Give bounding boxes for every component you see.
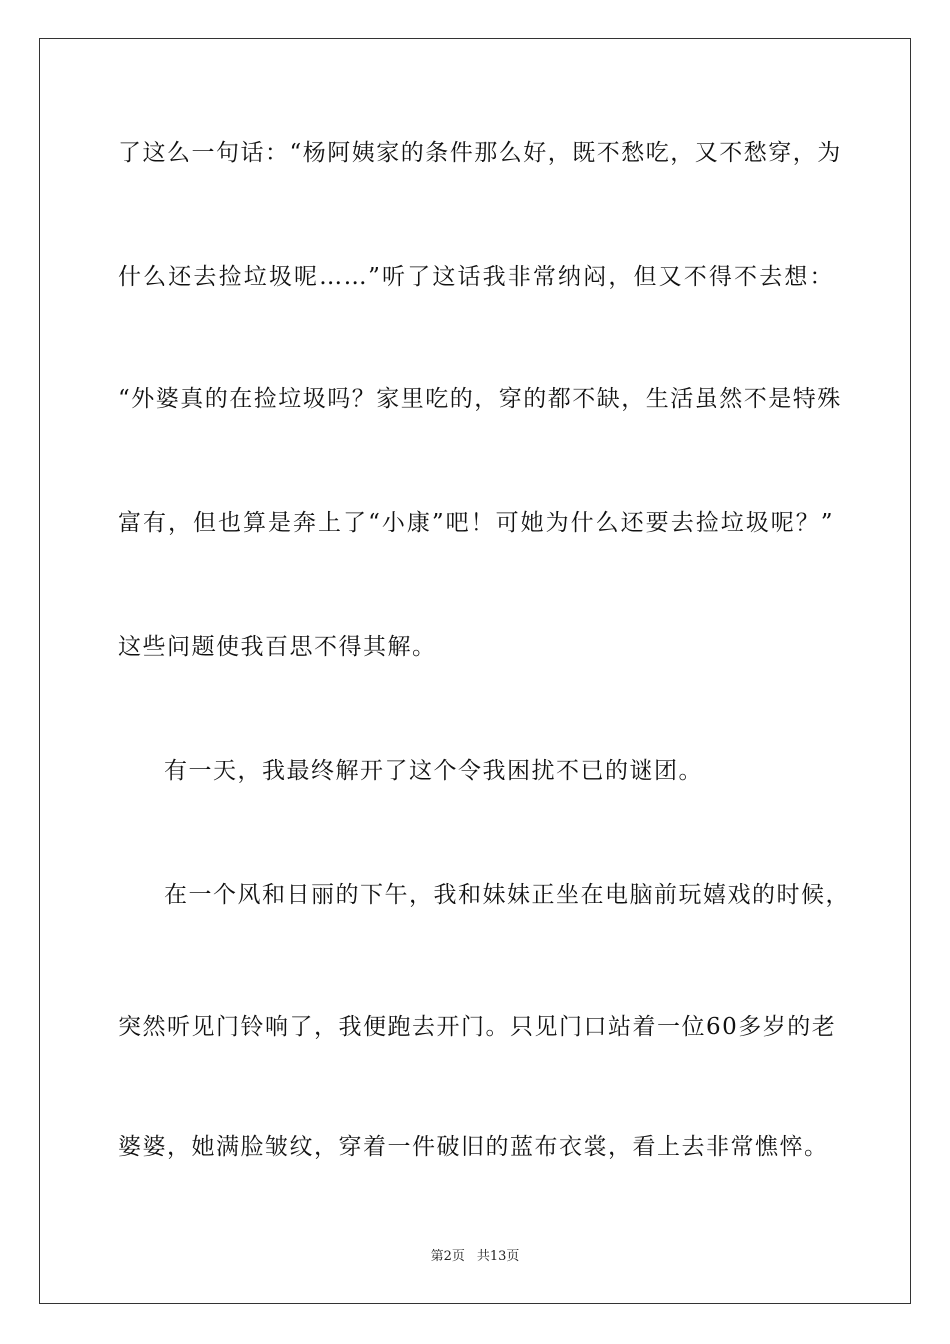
text-line-3: “外婆真的在捡垃圾吗？家里吃的，穿的都不缺，生活虽然不是特殊 bbox=[118, 386, 842, 412]
page-footer bbox=[0, 1248, 950, 1266]
text-line-4: 富有，但也算是奔上了“小康”吧！可她为什么还要去捡垃圾呢？” bbox=[118, 510, 834, 536]
text-line-7: 在一个风和日丽的下午，我和妹妹正坐在电脑前玩嬉戏的时候， bbox=[164, 882, 850, 908]
page-border bbox=[39, 38, 911, 1304]
text-line-2: 什么还去捡垃圾呢……”听了这话我非常纳闷，但又不得不去想： bbox=[118, 264, 834, 290]
text-line-8: 突然听见门铃响了，我便跑去开门。只见门口站着一位60多岁的老 bbox=[118, 1014, 837, 1040]
text-line-1: 了这么一句话：“杨阿姨家的条件那么好，既不愁吃，又不愁穿，为 bbox=[118, 140, 842, 166]
text-line-9: 婆婆，她满脸皱纹，穿着一件破旧的蓝布衣裳，看上去非常憔悴。 bbox=[118, 1134, 829, 1160]
page-number: 第2页 bbox=[430, 1249, 465, 1264]
page-total: 共13页 bbox=[476, 1249, 520, 1264]
text-line-5: 这些问题使我百思不得其解。 bbox=[118, 634, 437, 660]
text-line-6: 有一天，我最终解开了这个令我困扰不已的谜团。 bbox=[164, 758, 703, 784]
